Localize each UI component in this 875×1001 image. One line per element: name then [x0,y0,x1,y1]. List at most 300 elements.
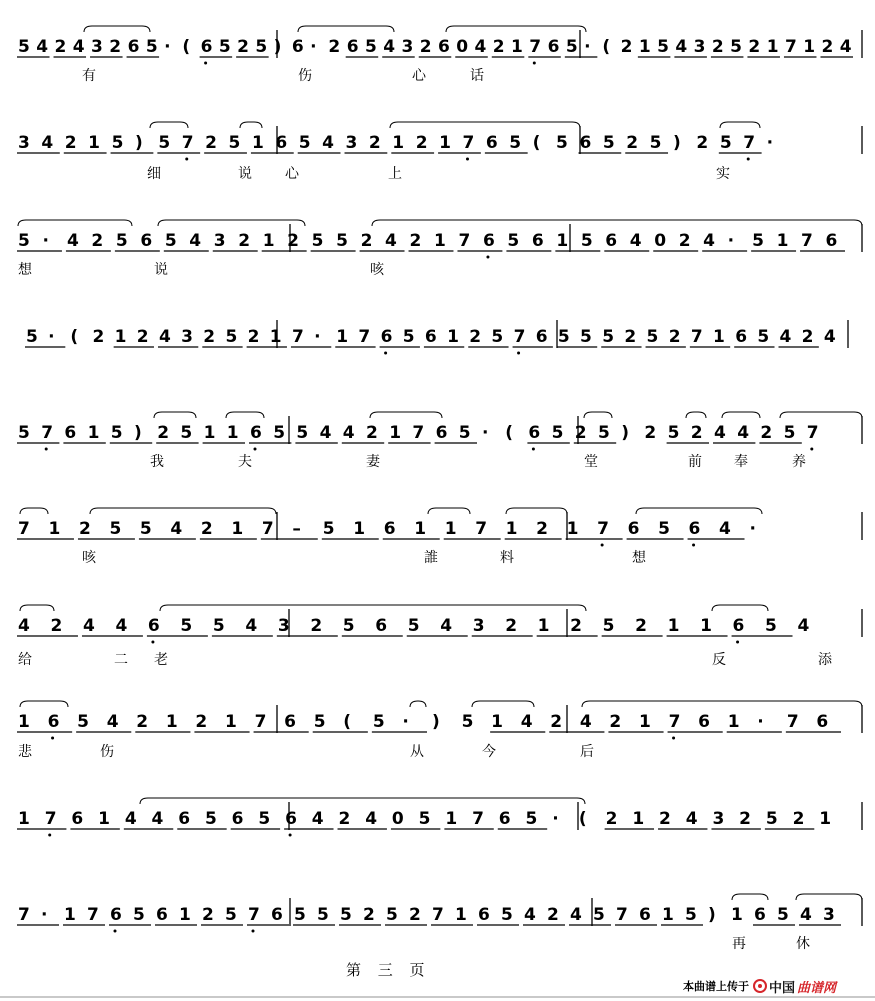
note-symbol: 1 [727,712,740,732]
note-symbol: 5 [364,37,377,57]
note-symbol: 4 [579,712,592,732]
note-symbol: 7 [18,905,30,925]
note-symbol: 5 [593,905,605,925]
note-symbol: 5 [602,616,615,636]
note-symbol: 1 [225,712,237,732]
lyric-syllable: 细 [147,166,161,182]
note-symbol: 3 [91,37,103,57]
note-symbol: 2 [157,423,170,443]
note-symbol: · [482,423,489,443]
bottom-rule [0,996,875,998]
note-symbol: 2 [547,905,559,925]
note-symbol: 2 [760,423,773,443]
note-symbol: 2 [136,327,149,347]
note-symbol: 4 [737,423,750,443]
note-symbol: 1 [638,37,651,57]
slur [154,412,196,418]
note-symbol: 4 [245,616,258,636]
octave-dot [517,352,520,355]
lyric-syllable: 心 [412,68,426,84]
note-symbol: 6 [435,423,448,443]
note-symbol: 2 [570,616,583,636]
note-symbol: 5 [507,231,520,251]
note-symbol: 1 [336,327,349,347]
note-symbol: ( [182,37,191,57]
slur [140,798,585,804]
note-symbol: 6 [127,37,140,57]
note-symbol: 2 [801,327,814,347]
note-symbol: ( [602,37,611,57]
note-symbol: 5 [145,37,158,57]
note-symbol: 2 [409,231,422,251]
note-symbol: 2 [310,616,323,636]
slur [732,894,768,900]
slur [20,605,54,611]
note-symbol: 2 [624,327,637,347]
note-symbol: 5 [649,133,662,153]
note-symbol: 6 [825,231,838,251]
note-symbol: 2 [739,809,752,829]
slur [720,122,760,128]
note-symbol: 4 [151,809,164,829]
note-symbol: 5 [311,231,324,251]
note-symbol: 5 [218,37,231,57]
note-symbol: 5 [115,231,128,251]
note-symbol: 2 [415,133,428,153]
note-symbol: 5 [402,327,415,347]
note-symbol: 6 [71,809,84,829]
lyric-syllable: 实 [716,166,730,182]
note-symbol: 5 [580,327,592,347]
note-symbol: 5 [111,133,124,153]
note-symbol: 6 [271,905,283,925]
note-symbol: 6 [275,133,288,153]
note-symbol: ) [134,423,142,443]
octave-dot [810,448,813,451]
note-symbol: 2 [287,231,300,251]
score-system [17,412,862,470]
note-symbol: 2 [505,616,518,636]
note-symbol: 1 [269,327,282,347]
slur [780,412,862,418]
note-symbol: 5 [525,809,538,829]
note-symbol: 4 [839,37,852,57]
note-symbol: 4 [719,519,731,539]
note-symbol: 2 [711,37,724,57]
note-symbol: 2 [200,519,213,539]
note-symbol: 4 [440,616,453,636]
lyric-syllable: 悲 [18,744,32,760]
note-symbol: 7 [806,423,819,443]
note-symbol: 3 [823,905,835,925]
note-symbol: 6 [64,423,77,443]
note-symbol: 7 [597,519,609,539]
note-symbol: 1 [447,327,459,347]
site-logo [753,977,836,996]
slur [240,122,262,128]
slur [150,122,188,128]
note-symbol: 1 [776,231,789,251]
note-symbol: 1 [251,133,264,153]
lyric-syllable: 后 [580,744,594,760]
note-symbol: 4 [311,809,324,829]
note-symbol: 6 [732,616,745,636]
note-symbol: 5 [298,133,311,153]
note-symbol: 7 [44,809,57,829]
note-symbol: 5 [777,905,789,925]
note-symbol: ) [432,712,440,732]
note-symbol: 7 [87,905,99,925]
note-symbol: ) [621,423,629,443]
note-symbol: 7 [472,809,484,829]
note-symbol: 2 [574,423,587,443]
note-symbol: 5 [18,423,30,443]
note-symbol: ) [708,905,716,925]
octave-dot [672,737,675,740]
note-symbol: 1 [262,231,275,251]
octave-dot [692,544,695,547]
note-symbol: 5 [602,133,615,153]
note-symbol: 5 [204,809,217,829]
note-symbol: 2 [136,712,149,732]
note-symbol: 7 [248,905,260,925]
slur [428,508,470,514]
note-symbol: 1 [231,519,244,539]
note-symbol: 7 [743,133,756,153]
lyric-syllable: 想 [18,262,32,278]
note-symbol: 6 [535,327,548,347]
note-symbol: 6 [250,423,262,443]
note-symbol: 4 [342,423,355,443]
score-system [17,701,862,760]
note-symbol: 5 [180,423,193,443]
note-symbol: 5 [77,712,89,732]
note-symbol: · [757,712,764,732]
note-symbol: 4 [170,519,183,539]
note-symbol: 5 [557,327,570,347]
note-symbol: 7 [529,37,542,57]
note-symbol: ) [673,133,681,153]
slur [372,220,862,226]
lyric-syllable: 心 [285,166,299,182]
note-symbol: 1 [179,905,191,925]
note-symbol: 2 [536,519,549,539]
note-symbol: 5 [458,423,471,443]
note-symbol: 5 [757,327,770,347]
note-symbol: 1 [226,423,239,443]
note-symbol: 5 [765,616,777,636]
note-symbol: 6 [156,905,168,925]
note-symbol: 6 [424,327,437,347]
note-symbol: 1 [389,423,402,443]
note-symbol: 7 [801,231,813,251]
slur [160,605,586,611]
lyric-syllable: 我 [150,454,164,470]
note-symbol: 6 [284,712,296,732]
note-symbol: ) [273,37,282,57]
note-symbol: 6 [178,809,191,829]
note-symbol: ( [70,327,79,347]
note-symbol: 2 [821,37,834,57]
note-symbol: 4 [106,712,119,732]
note-symbol: · [749,519,756,539]
note-symbol: 4 [797,616,810,636]
note-symbol: 4 [158,327,171,347]
note-symbol: 5 [418,809,431,829]
note-symbol: 1 [445,809,458,829]
note-symbol: 4 [18,616,30,636]
note-symbol: 6 [482,231,495,251]
note-symbol: 4 [703,231,716,251]
note-symbol: 5 [164,231,177,251]
octave-dot [51,737,54,740]
slur [796,894,862,900]
lyric-syllable: 给 [18,652,32,668]
note-symbol: 5 [598,423,610,443]
note-symbol: 5 [461,712,474,732]
note-symbol: 6 [579,133,592,153]
score-system [17,122,862,182]
score-system [17,798,862,837]
note-symbol: 5 [133,905,145,925]
note-symbol: 5 [158,133,171,153]
note-symbol: 6 [478,905,490,925]
note-symbol: 5 [18,231,30,251]
note-symbol: 7 [458,231,471,251]
note-symbol: 7 [462,133,475,153]
note-symbol: 1 [713,327,725,347]
note-symbol: 1 [64,905,76,925]
note-symbol: 5 [556,133,568,153]
slur [20,508,48,514]
note-symbol: 4 [385,231,397,251]
note-symbol: 5 [340,905,352,925]
note-symbol: 5 [602,327,615,347]
note-symbol: 2 [64,133,77,153]
slur [390,122,580,128]
note-symbol: 1 [48,519,61,539]
note-symbol: 2 [748,37,761,57]
note-symbol: 2 [328,37,341,57]
note-symbol: 1 [98,809,110,829]
note-symbol: 1 [491,712,503,732]
note-symbol: 3 [181,327,193,347]
note-symbol: 5 [180,616,193,636]
note-symbol: 2 [678,231,691,251]
lyric-syllable: 有 [82,68,96,84]
note-symbol: 6 [383,519,396,539]
note-symbol: 5 [342,616,355,636]
note-symbol: 6 [547,37,560,57]
note-symbol: 5 [685,905,697,925]
site-watermark [683,975,836,997]
note-symbol: ( [343,712,352,732]
note-symbol: 2 [237,37,249,57]
note-symbol: 1 [88,133,101,153]
note-symbol: 5 [294,905,306,925]
note-symbol: 2 [366,423,378,443]
note-symbol: 5 [509,133,522,153]
note-symbol: 6 [639,905,651,925]
note-symbol: 2 [247,327,260,347]
octave-dot [48,834,51,837]
octave-dot [532,448,535,451]
note-symbol: 4 [524,905,536,925]
note-symbol: 5 [296,423,309,443]
slur [686,412,706,418]
note-symbol: 5 [18,37,30,57]
note-symbol: 1 [165,712,178,732]
note-symbol: 1 [632,809,645,829]
note-symbol: 2 [690,423,703,443]
note-symbol: 7 [690,327,703,347]
note-symbol: 6 [140,231,153,251]
note-symbol: 7 [786,712,799,732]
lyric-syllable: 夫 [238,454,252,470]
lyric-syllable: 伤 [298,68,312,84]
note-symbol: 3 [401,37,414,57]
note-symbol: · [727,231,735,251]
note-symbol: 4 [570,905,582,925]
octave-dot [747,158,750,161]
note-symbol: 1 [803,37,816,57]
note-symbol: 4 [675,37,688,57]
note-symbol: 4 [124,809,137,829]
note-symbol: 2 [792,809,805,829]
note-symbol: 7 [358,327,371,347]
octave-dot [533,62,536,65]
note-symbol: 5 [273,423,286,443]
note-symbol: 1 [639,712,651,732]
lyric-syllable: 休 [796,936,810,952]
note-symbol: 2 [626,133,639,153]
note-symbol: 6 [816,712,829,732]
slur [18,220,132,226]
octave-dot [151,641,154,644]
note-symbol: 3 [277,616,290,636]
note-symbol: ( [532,133,541,153]
note-symbol: 2 [469,327,482,347]
note-symbol: 3 [18,133,30,153]
slur [584,412,612,418]
lyric-syllable: 说 [154,262,168,278]
lyric-syllable: 前 [688,454,702,470]
note-symbol: 1 [511,37,523,57]
note-symbol: 1 [556,231,569,251]
note-symbol: 7 [261,519,274,539]
note-symbol: · [314,327,321,347]
note-symbol: 1 [662,905,674,925]
note-symbol: 7 [475,519,488,539]
note-symbol: 1 [203,423,216,443]
note-symbol: 4 [189,231,202,251]
note-symbol: · [402,712,409,732]
note-symbol: 5 [225,905,237,925]
site-brand: 中国 [769,980,796,996]
note-symbol: 6 [498,809,511,829]
upload-text: 本曲谱上传于 [683,980,749,993]
note-symbol: 1 [819,809,832,829]
note-symbol: 4 [365,809,378,829]
note-symbol: 4 [115,616,128,636]
note-symbol: 5 [386,905,398,925]
note-symbol: 5 [110,423,123,443]
note-symbol: 4 [41,133,54,153]
note-symbol: 1 [392,133,405,153]
note-symbol: 4 [474,37,487,57]
note-symbol: ( [505,423,513,443]
note-symbol: 5 [551,423,564,443]
note-symbol: 2 [50,616,63,636]
note-symbol: 2 [91,231,104,251]
lyric-syllable: 上 [388,166,402,182]
note-symbol: 6 [528,423,541,443]
score-system [25,320,848,355]
lyric-syllable: 反 [712,652,726,668]
note-symbol: 7 [668,712,681,732]
octave-dot [601,544,604,547]
note-symbol: 4 [823,327,836,347]
note-symbol: 2 [195,712,208,732]
note-symbol: 6 [380,327,393,347]
note-symbol: 6 [531,231,544,251]
octave-dot [185,158,188,161]
lyric-syllable: 二 [114,652,128,668]
note-symbol: 6 [291,37,304,57]
page-number: 第 三 页 [346,961,431,979]
note-symbol: 3 [472,616,485,636]
note-symbol: 6 [627,519,640,539]
note-symbol: 1 [434,231,446,251]
note-symbol: 2 [109,37,122,57]
note-symbol: 1 [87,423,100,443]
note-symbol: 2 [238,231,251,251]
note-symbol: 1 [505,519,518,539]
note-symbol: · [164,37,171,57]
slur [712,605,768,611]
note-symbol: 5 [491,327,504,347]
score-system [17,26,862,84]
note-symbol: 2 [605,809,618,829]
note-symbol: 5 [336,231,348,251]
note-symbol: 4 [72,37,85,57]
note-symbol: 2 [609,712,622,732]
note-symbol: 7 [181,133,194,153]
note-symbol: 6 [698,712,710,732]
slur [582,701,862,707]
note-symbol: 2 [205,133,217,153]
slur [298,26,394,32]
note-symbol: 6 [375,616,388,636]
slur [446,26,586,32]
lyric-syllable: 从 [410,744,424,760]
note-symbol: 4 [520,712,533,732]
note-symbol: 6 [735,327,748,347]
note-symbol: 5 [317,905,329,925]
note-symbol: 2 [54,37,67,57]
note-symbol: ( [578,809,587,829]
note-symbol: 4 [36,37,49,57]
lyric-syllable: 养 [792,454,806,470]
slur [90,508,276,514]
note-symbol: ) [134,133,143,153]
note-symbol: 5 [657,37,669,57]
note-symbol: 1 [566,519,579,539]
note-symbol: 5 [258,809,271,829]
note-symbol: 5 [752,231,764,251]
octave-dot [204,62,207,65]
slur [370,412,442,418]
